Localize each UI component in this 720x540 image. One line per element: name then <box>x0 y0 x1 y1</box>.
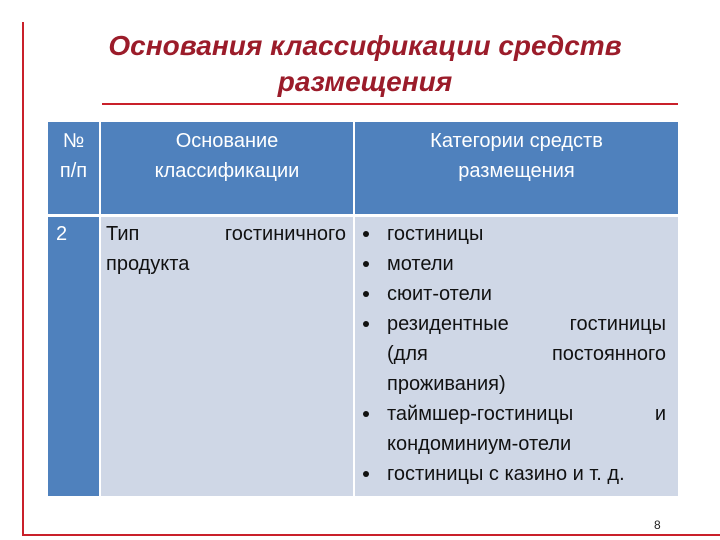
header-number <box>48 122 99 214</box>
category-line <box>387 399 666 429</box>
frame-left-line <box>22 22 24 536</box>
title-underline <box>102 103 678 105</box>
list-item <box>359 219 666 249</box>
category-text: сюит-отели <box>387 283 492 305</box>
header-basis-line2: классификации <box>154 160 300 182</box>
frame-bottom-line <box>22 534 720 536</box>
list-item <box>359 399 666 459</box>
category-text: постоянного <box>551 343 666 365</box>
category-line <box>387 309 666 339</box>
category-text: кондоминиум-отели <box>387 433 572 455</box>
row-number: 2 <box>56 223 68 245</box>
categories-list <box>359 219 666 489</box>
category-text: таймшер-гостиницы <box>387 403 574 425</box>
category-line <box>387 339 666 369</box>
category-text: гостиницы <box>569 313 666 335</box>
classification-table <box>48 122 678 496</box>
header-number-line1: № <box>62 130 85 152</box>
list-item <box>359 249 666 279</box>
category-text: мотели <box>387 253 454 275</box>
slide-title-line2: размещения <box>277 66 453 97</box>
row-categories-cell <box>355 217 678 496</box>
category-text: гостиницы с казино и т. д. <box>387 463 625 485</box>
row-basis-word1: Тип <box>106 223 140 245</box>
header-basis-line1: Основание <box>175 130 279 152</box>
list-item <box>359 459 666 489</box>
row-basis-line1 <box>106 219 346 249</box>
header-categories-line2: размещения <box>458 160 575 182</box>
header-categories-line1: Категории средств <box>430 130 603 152</box>
category-text: резидентные <box>387 313 509 335</box>
slide-title-line1: Основания классификации средств <box>108 30 622 61</box>
row-basis-word2: гостиничного <box>224 223 346 245</box>
header-basis <box>101 122 353 214</box>
page-number: 8 <box>654 518 661 532</box>
category-text: проживания) <box>387 373 506 395</box>
row-basis-cell <box>101 217 353 496</box>
header-categories <box>355 122 678 214</box>
list-item <box>359 279 666 309</box>
category-text: и <box>654 403 666 425</box>
category-text: гостиницы <box>387 223 484 245</box>
slide-title <box>40 28 690 100</box>
list-item <box>359 309 666 399</box>
row-number-cell <box>48 217 99 496</box>
header-number-line2: п/п <box>59 160 88 182</box>
row-basis-line2: продукта <box>106 253 190 275</box>
category-text: (для <box>387 343 428 365</box>
